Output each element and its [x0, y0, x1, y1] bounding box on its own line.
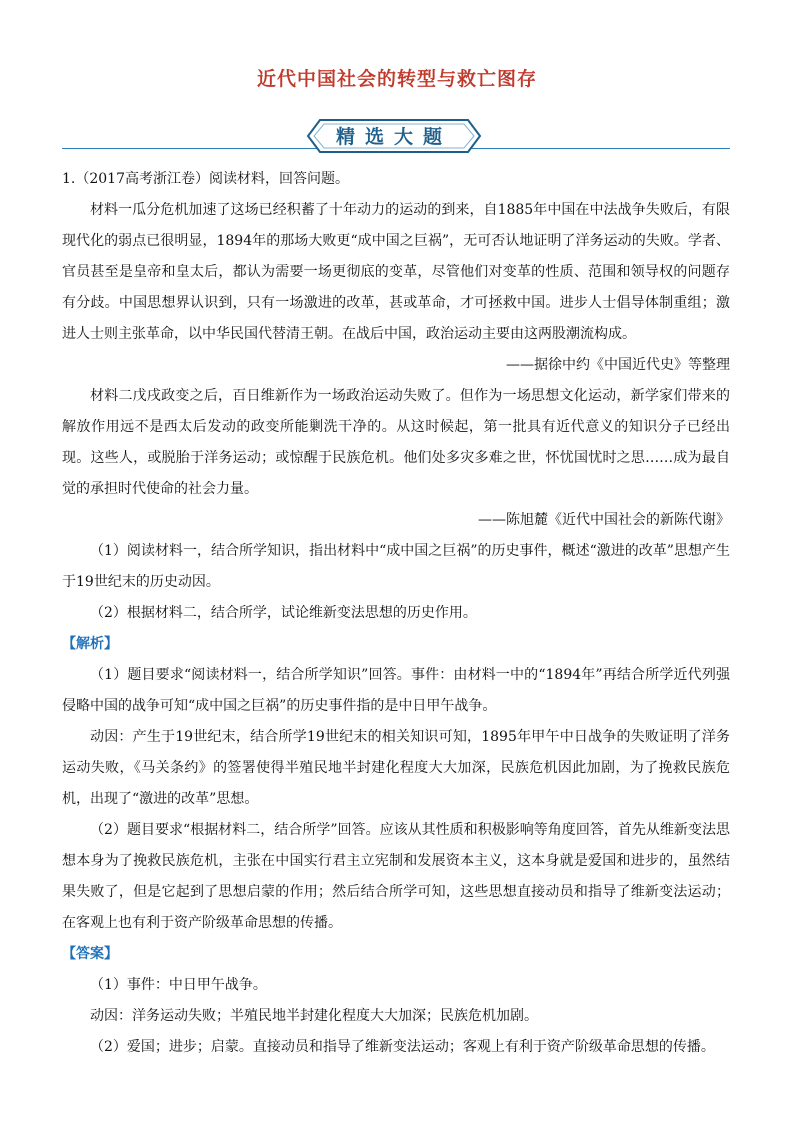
answer-one: （1）事件：中日甲午战争。 — [90, 977, 267, 993]
page-title: 近代中国社会的转型与救亡图存 — [256, 68, 537, 90]
material-two: 材料二戊戌政变之后，百日维新作为一场政治运动失败了。但作为一场思想文化运动，新学家们带来的解放作用远不是西太后发动的政变所能剿洗干净的。从这时候起，第一批具有近代意义的知识分子已经出现。这些人，或脱胎于洋务运动；或惊醒于民族危机。他们处多灾多难之世，怀忧国忧时之思……成为最自觉的承担时代使命的社会力量。 — [62, 388, 730, 497]
material-one: 材料一瓜分危机加速了这场已经积蓄了十年动力的运动的到来，自1885年中国在中法战争失败后，有限现代化的弱点已很明显，1894年的那场大败更“成中国之巨祸”，无可否认地证明了洋务运动的失败。学者、官员甚至是皇帝和皇太后，都认为需要一场更彻底的变革，尽管他们对变革的性质、范围和领导权的问题存有分歧。中国思想界认识到，只有一场激进的改革，甚或革命，才可拯救中国。进步人士倡导体制重组；激进人士则主张革命，以中华民国代替清王朝。在战后中国，政治运动主要由这两股潮流构成。 — [62, 202, 730, 342]
answer-tag: 【答案】 — [62, 946, 118, 962]
answer-one-cause: 动因：洋务运动失败；半殖民地半封建化程度大大加深；民族危机加剧。 — [90, 1008, 538, 1024]
section-banner — [306, 118, 482, 154]
banner-label: 精选大题 — [335, 126, 452, 148]
question-two: （2）根据材料二，结合所学，试论维新变法思想的历史作用。 — [90, 605, 477, 621]
analysis-two: （2）题目要求“根据材料二，结合所学”回答。应该从其性质和积极影响等角度回答，首先从维新变法思想本身为了挽救民族危机，主张在中国实行君主立宪制和发展资本主义，这本身就是爱国和进步的，虽然结果失败了，但是它起到了思想启蒙的作用；然后结合所学可知，这些思想直接动员和指导了维新变法运动；在客观上也有利于资产阶级革命思想的传播。 — [62, 822, 730, 931]
content-body — [62, 164, 730, 1063]
analysis-one: （1）题目要求“阅读材料一，结合所学知识”回答。事件：由材料一中的“1894年”再结合所学近代列强侵略中国的战争可知“成中国之巨祸”的历史事件指的是中日甲午战争。 — [62, 667, 730, 714]
material-one-source: ——据徐中约《中国近代史》等整理 — [506, 357, 730, 373]
question-one: （1）阅读材料一，结合所学知识，指出材料中“成中国之巨祸”的历史事件，概述“激进的改革”思想产生于19世纪末的历史动因。 — [62, 543, 730, 590]
analysis-tag: 【解析】 — [62, 636, 118, 652]
answer-two: （2）爱国；进步；启蒙。直接动员和指导了维新变法运动；客观上有利于资产阶级革命思想的传播。 — [90, 1039, 715, 1055]
material-two-source: ——陈旭麓《近代中国社会的新陈代谢》 — [478, 512, 730, 528]
analysis-one-cause: 动因：产生于19世纪末，结合所学19世纪末的相关知识可知，1895年甲午中日战争的失败证明了洋务运动失败，《马关条约》的签署使得半殖民地半封建化程度大大加深，民族危机因此加剧，为了挽救民族危机，出现了“激进的改革”思想。 — [62, 729, 730, 807]
question-header: 1.（2017高考浙江卷）阅读材料，回答问题。 — [62, 171, 349, 187]
